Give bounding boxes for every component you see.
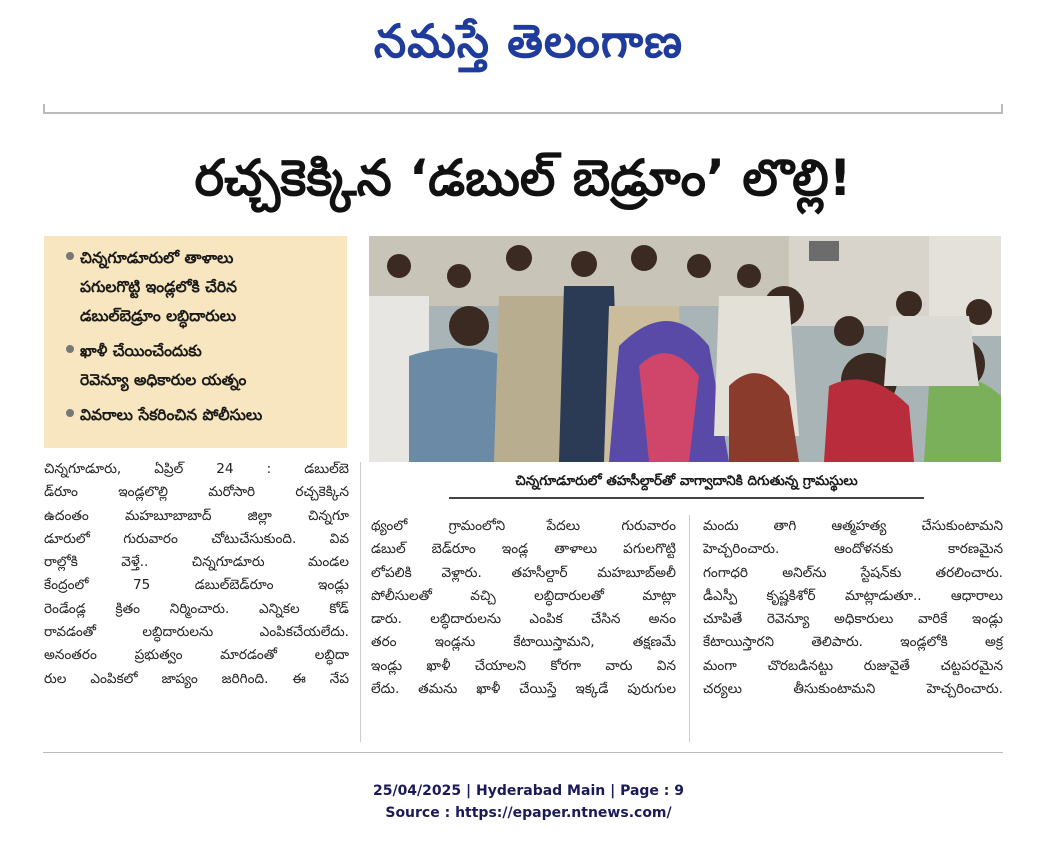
highlight-line: డబుల్‌బెడ్రూం లబ్ధిదారులు (80, 307, 237, 325)
body-line: డ్‌రూం ఇండ్లలొల్లి మరోసారి రచ్చకెక్కిన (44, 484, 349, 501)
body-line: మంగా చొరబడినట్టు రుజువైతే చట్టపరమైన (703, 657, 1003, 674)
body-line: లోపలికి వెళ్లారు. తహసీల్దార్ మహబూబ్‌అలీ (371, 564, 676, 581)
highlights-box (44, 236, 347, 448)
body-line: తరం ఇండ్లను కేటాయిస్తామని, తక్షణమే (371, 634, 676, 651)
masthead: నమస్తే తెలంగాణ (373, 14, 684, 68)
photo-caption: చిన్నగూడూరులో తహసీల్దార్‌తో వాగ్వాదానికి దిగుతున్న గ్రామస్థులు (515, 473, 858, 489)
highlight-item (66, 244, 339, 331)
footer-source: Source : https://epaper.ntnews.com/ (385, 805, 672, 821)
body-line: డారు. లబ్ధిదారులను ఎంపిక చేసిన అనం (371, 611, 676, 628)
bullet-icon (66, 252, 74, 260)
body-line: అనంతరం ప్రభుత్వం మారడంతో లబ్ధిదా (44, 647, 349, 664)
column-divider (689, 515, 690, 742)
crowd-photo-illustration (369, 236, 1001, 462)
article-column-3 (703, 515, 1003, 701)
body-line: కేటాయిస్తారని తెలిపారు. ఇండ్లలోకి అక్ర (703, 634, 1003, 651)
body-line: చిన్నగూడూరు, ఏప్రిల్ 24 : డబుల్‌బె (44, 461, 349, 477)
body-line: చూపితే రెవెన్యూ అధికారులు వారికే ఇండ్లు (703, 611, 1003, 628)
body-line: ఉదంతం మహబూబాబాద్ జిల్లా చిన్నగూ (44, 507, 349, 524)
body-line: చర్యలు తీసుకుంటామని హెచ్చరించారు. (703, 681, 1003, 698)
article-column-1 (44, 458, 349, 691)
bullet-icon (66, 409, 74, 417)
body-line: డూరులో గురువారం చోటుచేసుకుంది. వివ (44, 530, 349, 547)
body-line: లేదు. తమను ఖాళీ చేయిస్తే ఇక్కడే పురుగుల (371, 681, 676, 698)
body-line: హెచ్చరించారు. ఆందోళనకు కారణమైన (703, 541, 1003, 558)
highlight-item (66, 401, 339, 430)
body-line: డీఎస్పీ కృష్ణకిశోర్ మాట్లాడుతూ.. ఆధారాలు (703, 587, 1003, 604)
bullet-icon (66, 345, 74, 353)
body-line: పోలీసులతో వచ్చి లబ్ధిదారులతో మాట్లా (371, 587, 676, 604)
highlight-line: రెవెన్యూ అధికారుల యత్నం (80, 371, 247, 389)
news-photo (369, 236, 1001, 462)
caption-rule (449, 497, 924, 499)
body-line: రాల్లోకి వెళ్తే.. చిన్నగూడూరు మండల (44, 554, 349, 571)
highlight-line: ఖాళీ చేయించేందుకు (80, 342, 202, 360)
body-line: రుల ఎంపికలో జాప్యం జరిగింది. ఈ నేప (44, 670, 349, 687)
bottom-rule (43, 752, 1003, 753)
headline: రచ్చకెక్కిన ‘డబుల్ బెడ్రూం’ లొల్లి! (194, 149, 852, 207)
top-rule (43, 104, 1003, 114)
body-line: మందు తాగి ఆత్మహత్య చేసుకుంటామని (703, 518, 1003, 534)
highlight-item (66, 337, 339, 395)
body-line: గంగాధరి అనిల్‌ను స్టేషన్‌కు తరలించారు. (703, 564, 1003, 581)
article-column-2 (371, 515, 676, 701)
body-line: డబుల్ బెడ్‌రూం ఇండ్ల తాళాలు పగులగొట్టి (371, 541, 676, 558)
highlight-line: చిన్నగూడూరులో తాళాలు (80, 249, 234, 267)
body-line: రావడంతో లబ్ధిదారులను ఎంపికచేయలేదు. (44, 624, 349, 641)
column-divider (360, 462, 361, 742)
body-line: రెండేండ్ల క్రితం నిర్మించారు. ఎన్నికల కోడ్ (44, 600, 349, 617)
highlight-line: వివరాలు సేకరించిన పోలీసులు (80, 406, 263, 424)
body-line: థ్యంలో గ్రామంలోని పేదలు గురువారం (371, 518, 676, 534)
body-line: ఇండ్లు ఖాళీ చేయాలని కోరగా వారు విన (371, 657, 676, 674)
highlight-line: పగులగొట్టి ఇండ్లలోకి చేరిన (80, 278, 238, 296)
footer-edition-info: 25/04/2025 | Hyderabad Main | Page : 9 (372, 783, 685, 799)
body-line: కేంద్రంలో 75 డబుల్‌బెడ్‌రూం ఇండ్లు (44, 577, 349, 594)
